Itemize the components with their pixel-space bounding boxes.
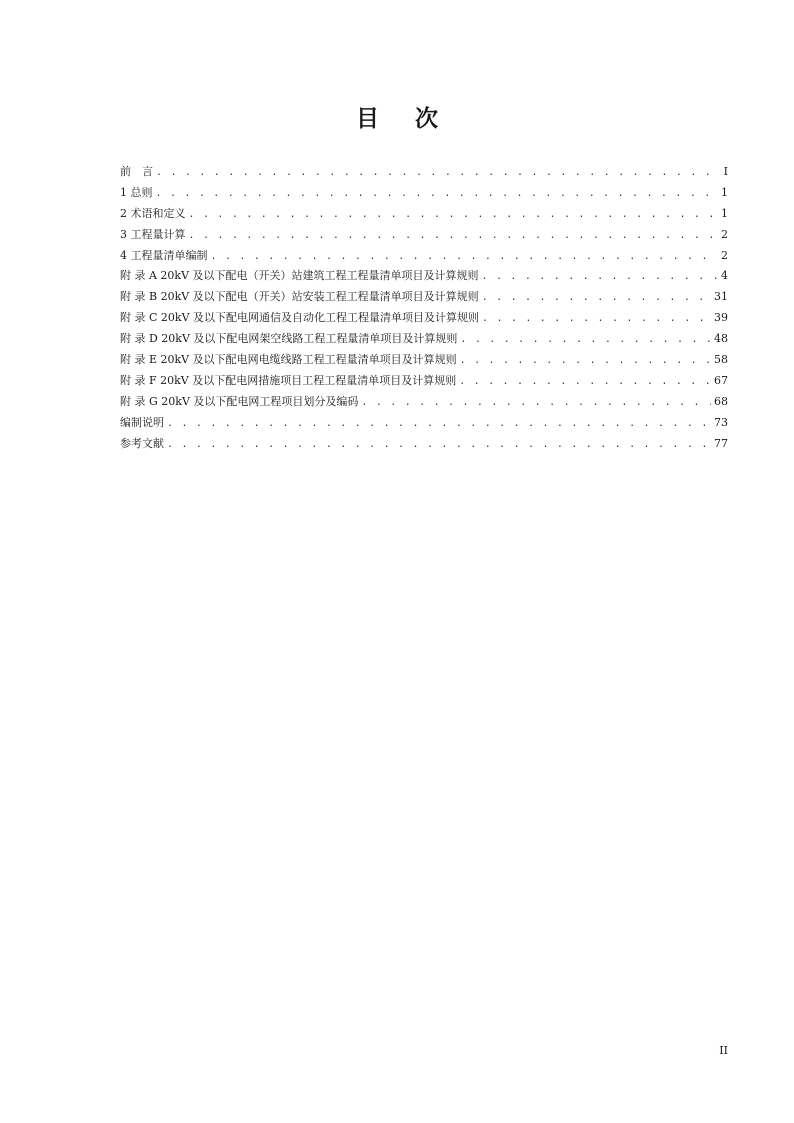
toc-entry-bill-compilation[interactable] [120, 246, 728, 267]
toc-dot-leader [211, 247, 719, 268]
page-number: II [719, 1044, 728, 1057]
toc-entry-page: 67 [714, 373, 728, 387]
toc-dot-leader [189, 205, 719, 226]
toc-entry-page: 2 [721, 227, 728, 241]
toc-dot-leader [460, 351, 711, 372]
toc-entry-label: 前 言 [120, 165, 153, 178]
toc-entry-compilation-notes[interactable] [120, 413, 728, 434]
toc-dot-leader [167, 435, 711, 456]
toc-entry-page: 31 [714, 290, 728, 304]
toc-entry-label: 编制说明 [120, 415, 164, 429]
toc-entry-label: 附 录 D 20kV 及以下配电网架空线路工程工程量清单项目及计算规则 [120, 332, 458, 346]
toc-entry-page: 58 [714, 353, 728, 367]
toc-dot-leader [156, 163, 721, 184]
toc-entry-references[interactable] [120, 434, 728, 455]
toc-entry-page: 2 [721, 248, 728, 262]
toc-entry-appendix-b[interactable] [120, 287, 728, 308]
toc-dot-leader [361, 393, 711, 414]
toc-entry-label: 1 总则 [120, 185, 153, 199]
toc-entry-page: 77 [714, 436, 728, 450]
toc-dot-leader [482, 288, 711, 309]
toc-entry-label: 附 录 C 20kV 及以下配电网通信及自动化工程工程量清单项目及计算规则 [120, 311, 480, 325]
toc-entry-appendix-e[interactable] [120, 350, 728, 371]
toc-entry-page: I [723, 165, 728, 178]
toc-entry-label: 附 录 A 20kV 及以下配电（开关）站建筑工程工程量清单项目及计算规则 [120, 269, 479, 283]
toc-dot-leader [189, 226, 719, 247]
toc-entry-label: 3 工程量计算 [120, 227, 186, 241]
toc-entry-page: 68 [714, 394, 728, 408]
toc-entry-foreword[interactable] [120, 162, 728, 183]
toc-entry-page: 48 [714, 332, 728, 346]
toc-entry-appendix-c[interactable] [120, 308, 728, 329]
toc-entry-label: 2 术语和定义 [120, 206, 186, 220]
toc-entry-appendix-d[interactable] [120, 329, 728, 350]
toc-entry-terms[interactable] [120, 204, 728, 225]
toc-dot-leader [459, 372, 711, 393]
toc-entry-page: 4 [721, 269, 728, 283]
toc-entry-quantity-calc[interactable] [120, 225, 728, 246]
toc-dot-leader [167, 414, 711, 435]
toc-entry-appendix-f[interactable] [120, 371, 728, 392]
toc-entry-page: 1 [721, 206, 728, 220]
toc-entry-label: 附 录 F 20kV 及以下配电网措施项目工程工程量清单项目及计算规则 [120, 373, 457, 387]
toc-entry-appendix-a[interactable] [120, 266, 728, 287]
toc-entry-appendix-g[interactable] [120, 392, 728, 413]
toc-entry-label: 4 工程量清单编制 [120, 248, 208, 262]
toc-entry-label: 参考文献 [120, 436, 164, 450]
toc-dot-leader [482, 309, 711, 330]
toc-entry-label: 附 录 B 20kV 及以下配电（开关）站安装工程工程量清单项目及计算规则 [120, 290, 479, 304]
toc-dot-leader [156, 184, 719, 205]
toc-entry-general[interactable] [120, 183, 728, 204]
toc-entry-page: 73 [714, 415, 728, 429]
table-of-contents [120, 162, 728, 454]
page-title: 目 次 [355, 106, 452, 132]
toc-dot-leader [482, 267, 718, 288]
toc-entry-label: 附 录 G 20kV 及以下配电网工程项目划分及编码 [120, 394, 359, 408]
toc-dot-leader [460, 330, 711, 351]
toc-entry-page: 39 [714, 311, 728, 325]
toc-entry-page: 1 [721, 185, 728, 199]
toc-entry-label: 附 录 E 20kV 及以下配电网电缆线路工程工程量清单项目及计算规则 [120, 353, 457, 367]
